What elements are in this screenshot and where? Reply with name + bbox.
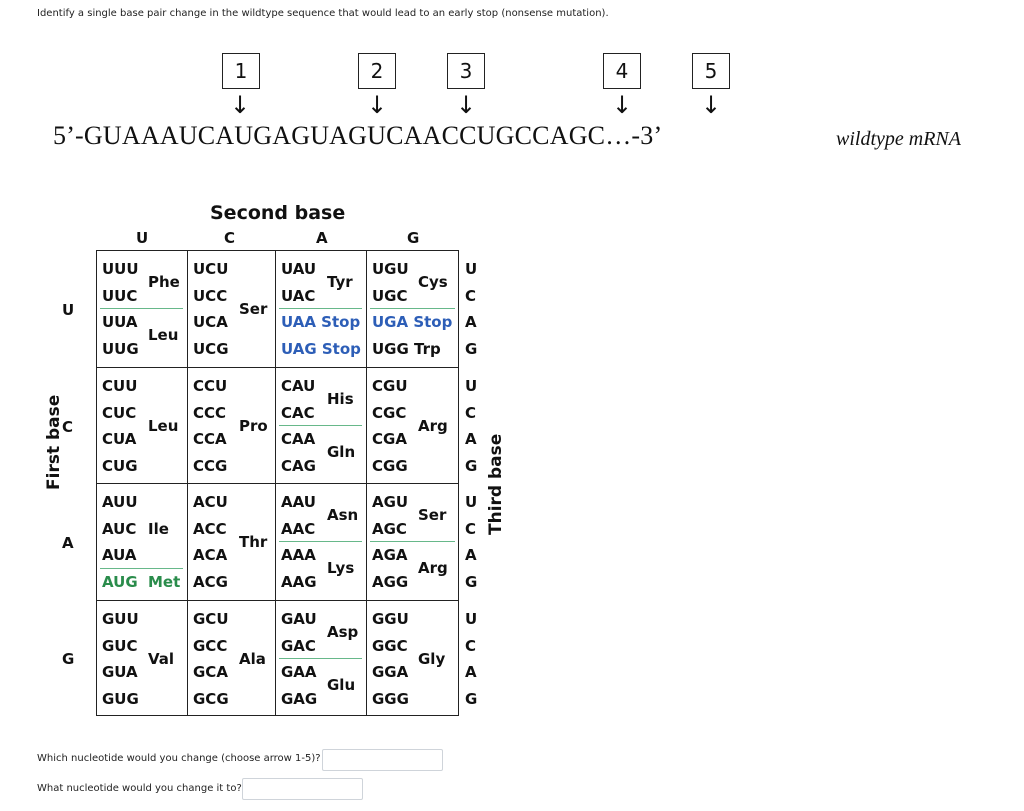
second-base-u: U [136,229,149,247]
codon-aua: AUA [102,546,137,564]
question-2-label: What nucleotide would you change it to? [37,783,242,794]
third-base-u: U [465,260,478,278]
codon-acc: ACC [193,519,227,538]
codon-ucg: UCG [193,339,229,358]
group-divider-line [279,541,362,542]
codon-aca: ACA [193,546,228,564]
column-divider [366,250,367,716]
arrow-3-box: 3 [447,53,485,89]
arrow-3-down-icon: ↓ [455,91,477,119]
group-divider-line [279,425,362,426]
codon-acu: ACU [193,493,228,511]
codon-cga: CGA [372,430,407,448]
codon-aga: AGA [372,546,408,564]
third-base-g: G [465,572,478,591]
row-divider [96,367,459,368]
codon-cac: CAC [281,403,315,422]
third-base-a: A [465,663,477,681]
arrow-4-down-icon: ↓ [611,91,633,119]
arrow-5-down-icon: ↓ [700,91,722,119]
codon-uac: UAC [281,286,316,305]
codon-gcc: GCC [193,636,228,655]
codon-ccc: CCC [193,403,227,422]
codon-gag: GAG [281,689,318,708]
codon-uca: UCA [193,313,228,331]
codon-uug: UUG [102,339,139,358]
amino-acid-ala: Ala [239,649,266,668]
codon-ggg: GGG [372,689,409,708]
first-base-u: U [62,301,75,319]
codon-gaa: GAA [281,663,317,681]
third-base-c: C [465,519,477,538]
amino-acid-arg: Arg [418,559,448,578]
arrow-2-down-icon: ↓ [366,91,388,119]
met-divider-line [100,568,183,569]
codon-agu: AGU [372,493,409,511]
third-base-a: A [465,430,477,448]
amino-acid-arg: Arg [418,416,448,435]
amino-acid-thr: Thr [239,532,268,551]
amino-acid-val: Val [148,649,175,668]
question-1-label: Which nucleotide would you change (choose arrow 1-5)? [37,753,321,764]
codon-acg: ACG [193,572,228,591]
second-base-a: A [316,229,328,247]
codon-uga: UGA Stop [372,313,453,331]
codon-guu: GUU [102,610,139,628]
third-base-c: C [465,286,477,305]
amino-acid-leu: Leu [148,416,179,435]
codon-cgu: CGU [372,377,408,395]
arrow-5-box: 5 [692,53,730,89]
amino-acid-asn: Asn [327,506,359,525]
codon-auc: AUC [102,519,137,538]
third-base-u: U [465,377,478,395]
codon-aag: AAG [281,572,317,591]
codon-ccg: CCG [193,456,228,475]
codon-cgc: CGC [372,403,407,422]
third-base-u: U [465,610,478,628]
codon-auu: AUU [102,493,138,511]
codon-aac: AAC [281,519,316,538]
codon-uuc: UUC [102,286,138,305]
codon-ugu: UGU [372,260,409,278]
arrow-2-box: 2 [358,53,396,89]
third-base-a: A [465,313,477,331]
arrow-4-box: 4 [603,53,641,89]
second-base-title: Second base [210,202,346,224]
row-divider [96,483,459,484]
codon-gcu: GCU [193,610,229,628]
amino-acid-phe: Phe [148,273,180,292]
stop-divider-line [279,308,362,309]
amino-acid-leu: Leu [148,326,179,345]
amino-acid-ile: Ile [148,519,169,538]
codon-uua: UUA [102,313,138,331]
arrow-1-box: 1 [222,53,260,89]
third-base-g: G [465,689,478,708]
codon-ugc: UGC [372,286,408,305]
codon-aaa: AAA [281,546,316,564]
stop-divider-line [370,308,455,309]
codon-gug: GUG [102,689,139,708]
codon-uuu: UUU [102,260,139,278]
amino-acid-pro: Pro [239,416,268,435]
amino-acid-cys: Cys [418,273,448,292]
amino-acid-tyr: Tyr [327,273,353,292]
first-base-a: A [62,534,74,552]
row-divider [96,600,459,601]
codon-cgg: CGG [372,456,408,475]
third-base-g: G [465,456,478,475]
codon-ucc: UCC [193,286,228,305]
arrow-choice-input[interactable] [322,749,443,771]
codon-cug: CUG [102,456,138,475]
amino-acid-glu: Glu [327,676,356,695]
amino-acid-ser: Ser [418,506,447,525]
codon-uaa: UAA Stop [281,313,361,331]
codon-ucu: UCU [193,260,229,278]
codon-aau: AAU [281,493,316,511]
mrna-label: wildtype mRNA [836,128,961,150]
question-text: Identify a single base pair change in the wildtype sequence that would lead to an early stop (nonsense mutation). [37,8,609,19]
codon-cuc: CUC [102,403,137,422]
codon-cag: CAG [281,456,316,475]
codon-agg: AGG [372,572,409,591]
third-base-c: C [465,403,477,422]
codon-aug: AUG [102,572,138,591]
second-base-g: G [407,229,420,247]
group-divider-line [279,658,362,659]
codon-cau: CAU [281,377,316,395]
third-base-c: C [465,636,477,655]
codon-ggu: GGU [372,610,409,628]
codon-cua: CUA [102,430,137,448]
amino-acid-met: Met [148,572,181,591]
codon-caa: CAA [281,430,316,448]
amino-acid-ser: Ser [239,299,268,318]
amino-acid-his: His [327,390,354,409]
codon-ugg: UGG Trp [372,339,441,358]
codon-gca: GCA [193,663,228,681]
second-base-c: C [224,229,236,247]
first-base-title: First base [44,394,64,490]
third-base-g: G [465,339,478,358]
amino-acid-gln: Gln [327,443,356,462]
codon-agc: AGC [372,519,407,538]
nucleotide-change-input[interactable] [242,778,363,800]
amino-acid-gly: Gly [418,649,446,668]
first-base-c: C [62,418,74,436]
third-base-title: Third base [486,433,506,535]
amino-acid-asp: Asp [327,623,359,642]
amino-acid-lys: Lys [327,559,355,578]
third-base-u: U [465,493,478,511]
codon-ccu: CCU [193,377,228,395]
codon-gcg: GCG [193,689,229,708]
codon-ggc: GGC [372,636,408,655]
codon-uag: UAG Stop [281,339,361,358]
codon-cuu: CUU [102,377,138,395]
group-divider-line [100,308,183,309]
arrow-1-down-icon: ↓ [229,91,251,119]
codon-cca: CCA [193,430,227,448]
codon-gau: GAU [281,610,317,628]
group-divider-line [370,541,455,542]
first-base-g: G [62,650,75,668]
codon-guc: GUC [102,636,138,655]
codon-gua: GUA [102,663,138,681]
codon-uau: UAU [281,260,317,278]
codon-gac: GAC [281,636,316,655]
codon-gga: GGA [372,663,409,681]
mrna-sequence: 5’-GUAAAUCAUGAGUAGUCAACCUGCCAGC…-3’ [53,121,663,150]
third-base-a: A [465,546,477,564]
